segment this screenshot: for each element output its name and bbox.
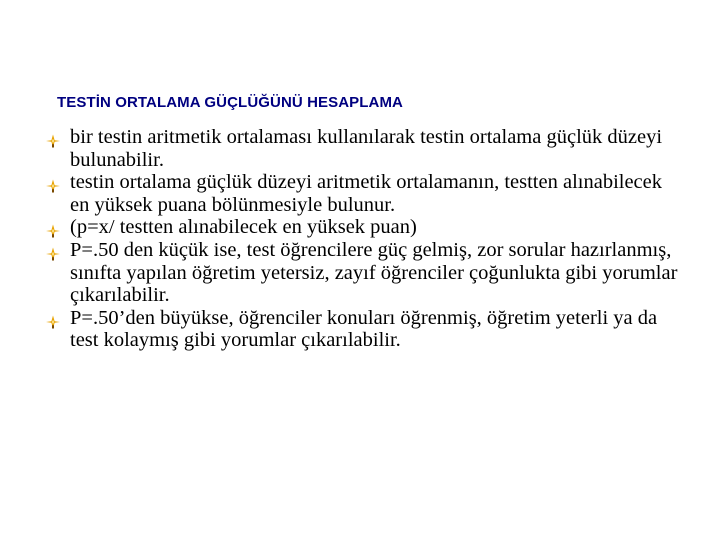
flame-bullet-icon xyxy=(46,315,60,329)
bullet-text: P=.50’den büyükse, öğrenciler konuları öğrenmiş, öğretim yeterli ya da test kolaymış gibi yorumlar çıkarılabilir. xyxy=(70,306,658,352)
flame-bullet-icon xyxy=(46,224,60,238)
flame-bullet-icon xyxy=(46,134,60,148)
bullet-text: (p=x/ testten alınabilecek en yüksek puan) xyxy=(70,216,417,239)
bullet-text: testin ortalama güçlük düzeyi aritmetik ortalamanın, testten alınabilecek en yüksek puana bölünmesiyle bulunur. xyxy=(70,171,663,216)
bullet-item xyxy=(46,171,686,216)
flame-bullet-icon xyxy=(46,247,60,261)
bullet-item xyxy=(46,126,686,171)
bullet-text: P=.50 den küçük ise, test öğrencilere güç gelmiş, zor sorular hazırlanmış, sınıfta yapılan öğretim yetersiz, zayıf öğrenciler çoğunlukta gibi yorumlar çıkarılabilir. xyxy=(70,238,678,307)
flame-bullet-icon xyxy=(46,179,60,193)
bullet-item xyxy=(46,239,686,307)
bullet-list xyxy=(46,126,686,352)
bullet-item xyxy=(46,216,686,239)
bullet-item xyxy=(46,307,686,352)
slide-title: TESTİN ORTALAMA GÜÇLÜĞÜNÜ HESAPLAMA xyxy=(57,94,403,111)
bullet-text: bir testin aritmetik ortalaması kullanılarak testin ortalama güçlük düzeyi bulunabilir. xyxy=(70,126,663,171)
